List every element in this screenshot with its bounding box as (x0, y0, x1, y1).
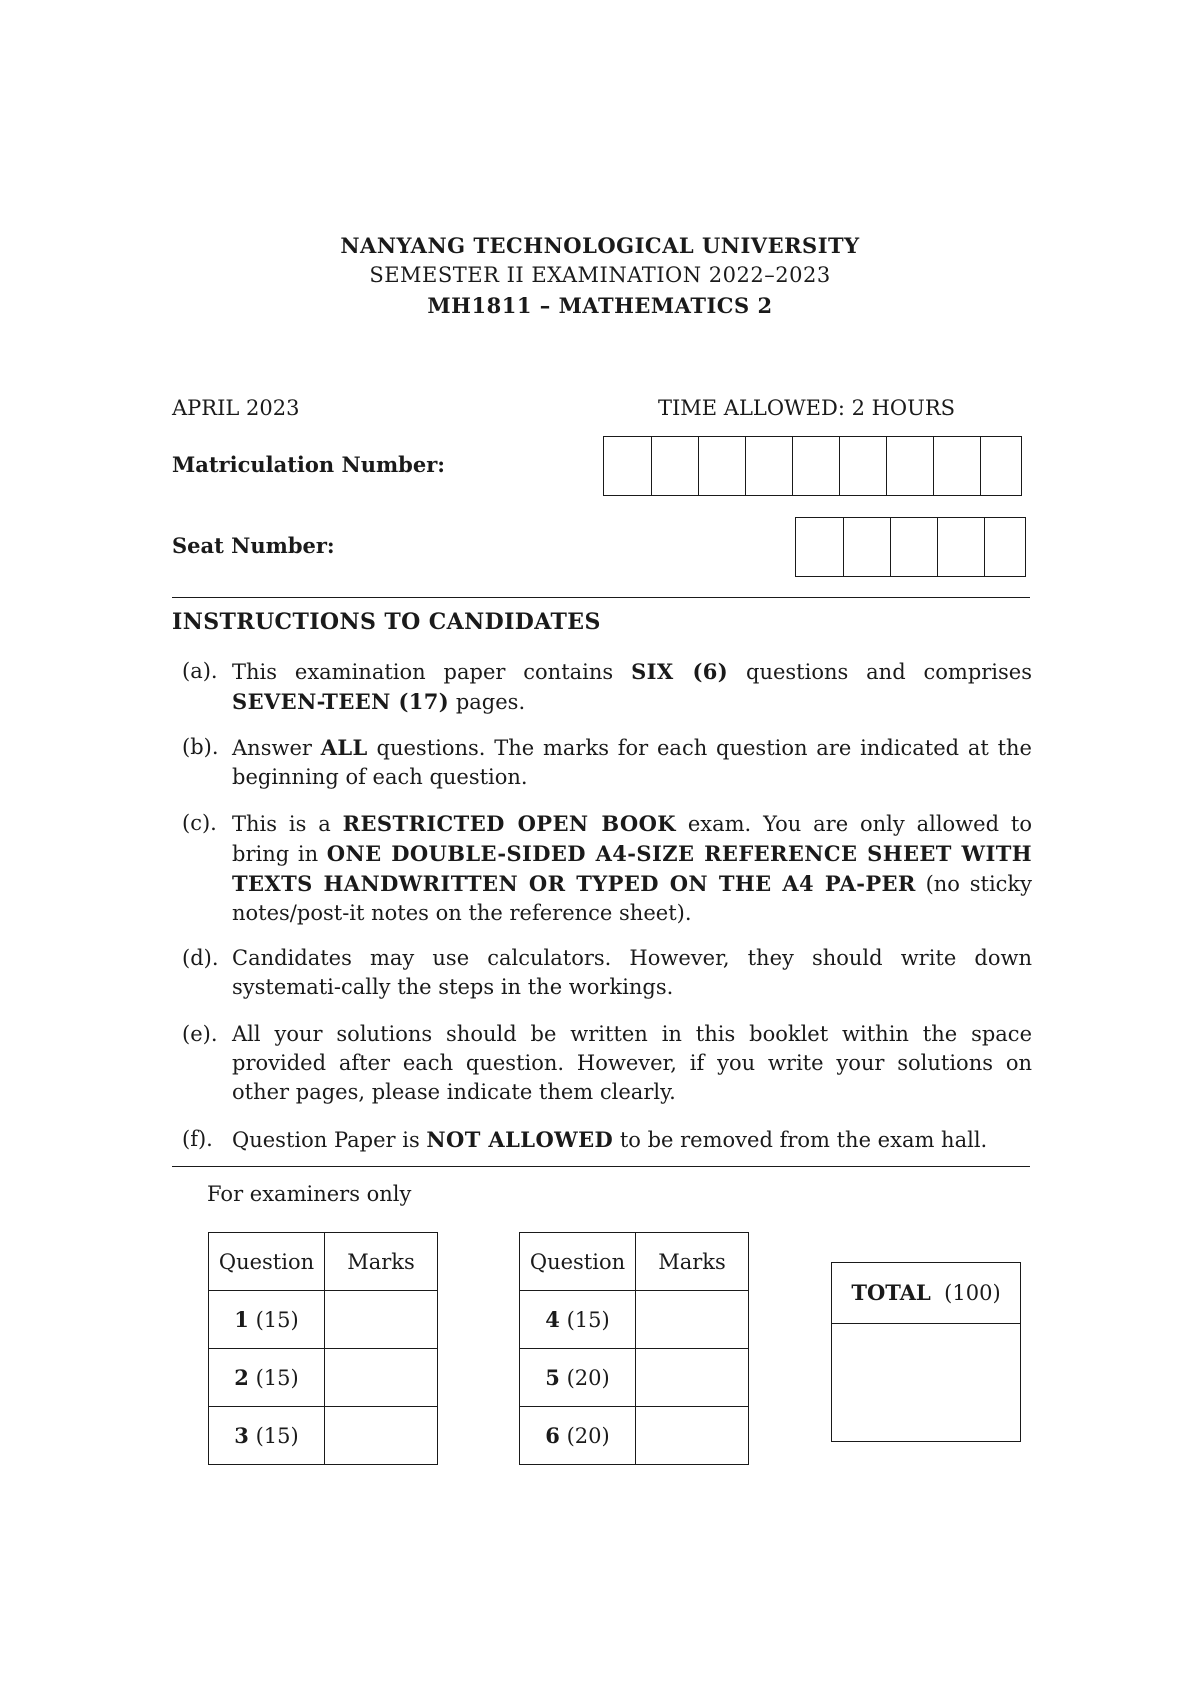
marks-cell[interactable] (636, 1349, 749, 1407)
marks-cell[interactable] (325, 1291, 438, 1349)
seat-digit-box[interactable] (890, 518, 937, 576)
question-cell: 1 (15) (209, 1291, 325, 1349)
matric-digit-box[interactable] (933, 437, 980, 495)
examiners-only-label: For examiners only (207, 1182, 412, 1206)
instruction-f: (f). Question Paper is NOT ALLOWED to be removed from the exam hall. (182, 1127, 988, 1152)
total-header (832, 1263, 1020, 1324)
instruction-label: (b). (182, 735, 219, 759)
question-cell: 3 (15) (209, 1407, 325, 1465)
instruction-a: (a). This examination paper contains SIX (6) questions and comprises SEVEN-TEEN (17) pages. (182, 659, 1032, 714)
question-cell: 5 (20) (520, 1349, 636, 1407)
seat-number-boxes[interactable] (795, 517, 1026, 577)
semester-title: SEMESTER II EXAMINATION 2022–2023 (369, 263, 831, 287)
matric-digit-box[interactable] (886, 437, 933, 495)
total-label: TOTAL (851, 1280, 931, 1305)
total-box (831, 1262, 1021, 1442)
instructions-heading: INSTRUCTIONS TO CANDIDATES (172, 609, 601, 635)
matric-digit-box[interactable] (839, 437, 886, 495)
course-title: MH1811 – MATHEMATICS 2 (427, 293, 773, 318)
seat-digit-box[interactable] (796, 518, 843, 576)
instruction-e: (e). All your solutions should be written in this booklet within the space provided after each question. However, if you write your solutions on other pages, please indicate them clearly. (182, 1022, 1032, 1104)
table-row (209, 1407, 438, 1465)
instruction-label: (e). (182, 1022, 218, 1046)
question-header: Question (520, 1233, 636, 1291)
seat-digit-box[interactable] (937, 518, 984, 576)
instruction-label: (d). (182, 946, 219, 970)
matric-digit-box[interactable] (745, 437, 792, 495)
divider-top (172, 597, 1030, 598)
instruction-label: (c). (182, 811, 217, 835)
marks-table-left (208, 1232, 438, 1465)
exam-date: APRIL 2023 (172, 396, 300, 420)
instruction-c: (c). This is a RESTRICTED OPEN BOOK exam. You are only allowed to bring in ONE DOUBLE-SIDED A4-SIZE REFERENCE SHEET WITH TEXTS HANDWRITTEN OR TYPED ON THE A4 PA-PER (no sticky notes/post-it notes on the reference sheet). (182, 811, 1033, 925)
time-allowed: TIME ALLOWED: 2 HOURS (658, 396, 956, 420)
total-marks-cell[interactable] (832, 1324, 1020, 1440)
matric-number-label: Matriculation Number: (172, 452, 446, 477)
total-value: (100) (944, 1281, 1001, 1305)
divider-bottom (172, 1166, 1030, 1167)
matric-digit-box[interactable] (651, 437, 698, 495)
question-cell: 2 (15) (209, 1349, 325, 1407)
seat-digit-box[interactable] (843, 518, 890, 576)
marks-cell[interactable] (325, 1349, 438, 1407)
table-row (209, 1349, 438, 1407)
table-row (520, 1291, 749, 1349)
marks-header: Marks (636, 1233, 749, 1291)
seat-number-label: Seat Number: (172, 533, 335, 558)
table-row (209, 1291, 438, 1349)
instruction-d: (d). Candidates may use calculators. However, they should write down systemati-cally the steps in the workings. (182, 946, 1032, 999)
question-cell: 6 (20) (520, 1407, 636, 1465)
university-name: NANYANG TECHNOLOGICAL UNIVERSITY (340, 233, 860, 258)
table-header-row (209, 1233, 438, 1291)
matric-number-boxes[interactable] (603, 436, 1022, 496)
marks-cell[interactable] (636, 1407, 749, 1465)
matric-digit-box[interactable] (604, 437, 651, 495)
marks-table-right (519, 1232, 749, 1465)
table-header-row (520, 1233, 749, 1291)
marks-cell[interactable] (636, 1291, 749, 1349)
matric-digit-box[interactable] (980, 437, 1021, 495)
instruction-label: (f). (182, 1127, 213, 1151)
question-header: Question (209, 1233, 325, 1291)
instruction-b: (b). Answer ALL questions. The marks for each question are indicated at the beginning of each question. (182, 735, 1032, 789)
seat-digit-box[interactable] (984, 518, 1025, 576)
table-row (520, 1349, 749, 1407)
marks-header: Marks (325, 1233, 438, 1291)
marks-cell[interactable] (325, 1407, 438, 1465)
instruction-label: (a). (182, 659, 218, 683)
question-cell: 4 (15) (520, 1291, 636, 1349)
matric-digit-box[interactable] (698, 437, 745, 495)
table-row (520, 1407, 749, 1465)
matric-digit-box[interactable] (792, 437, 839, 495)
